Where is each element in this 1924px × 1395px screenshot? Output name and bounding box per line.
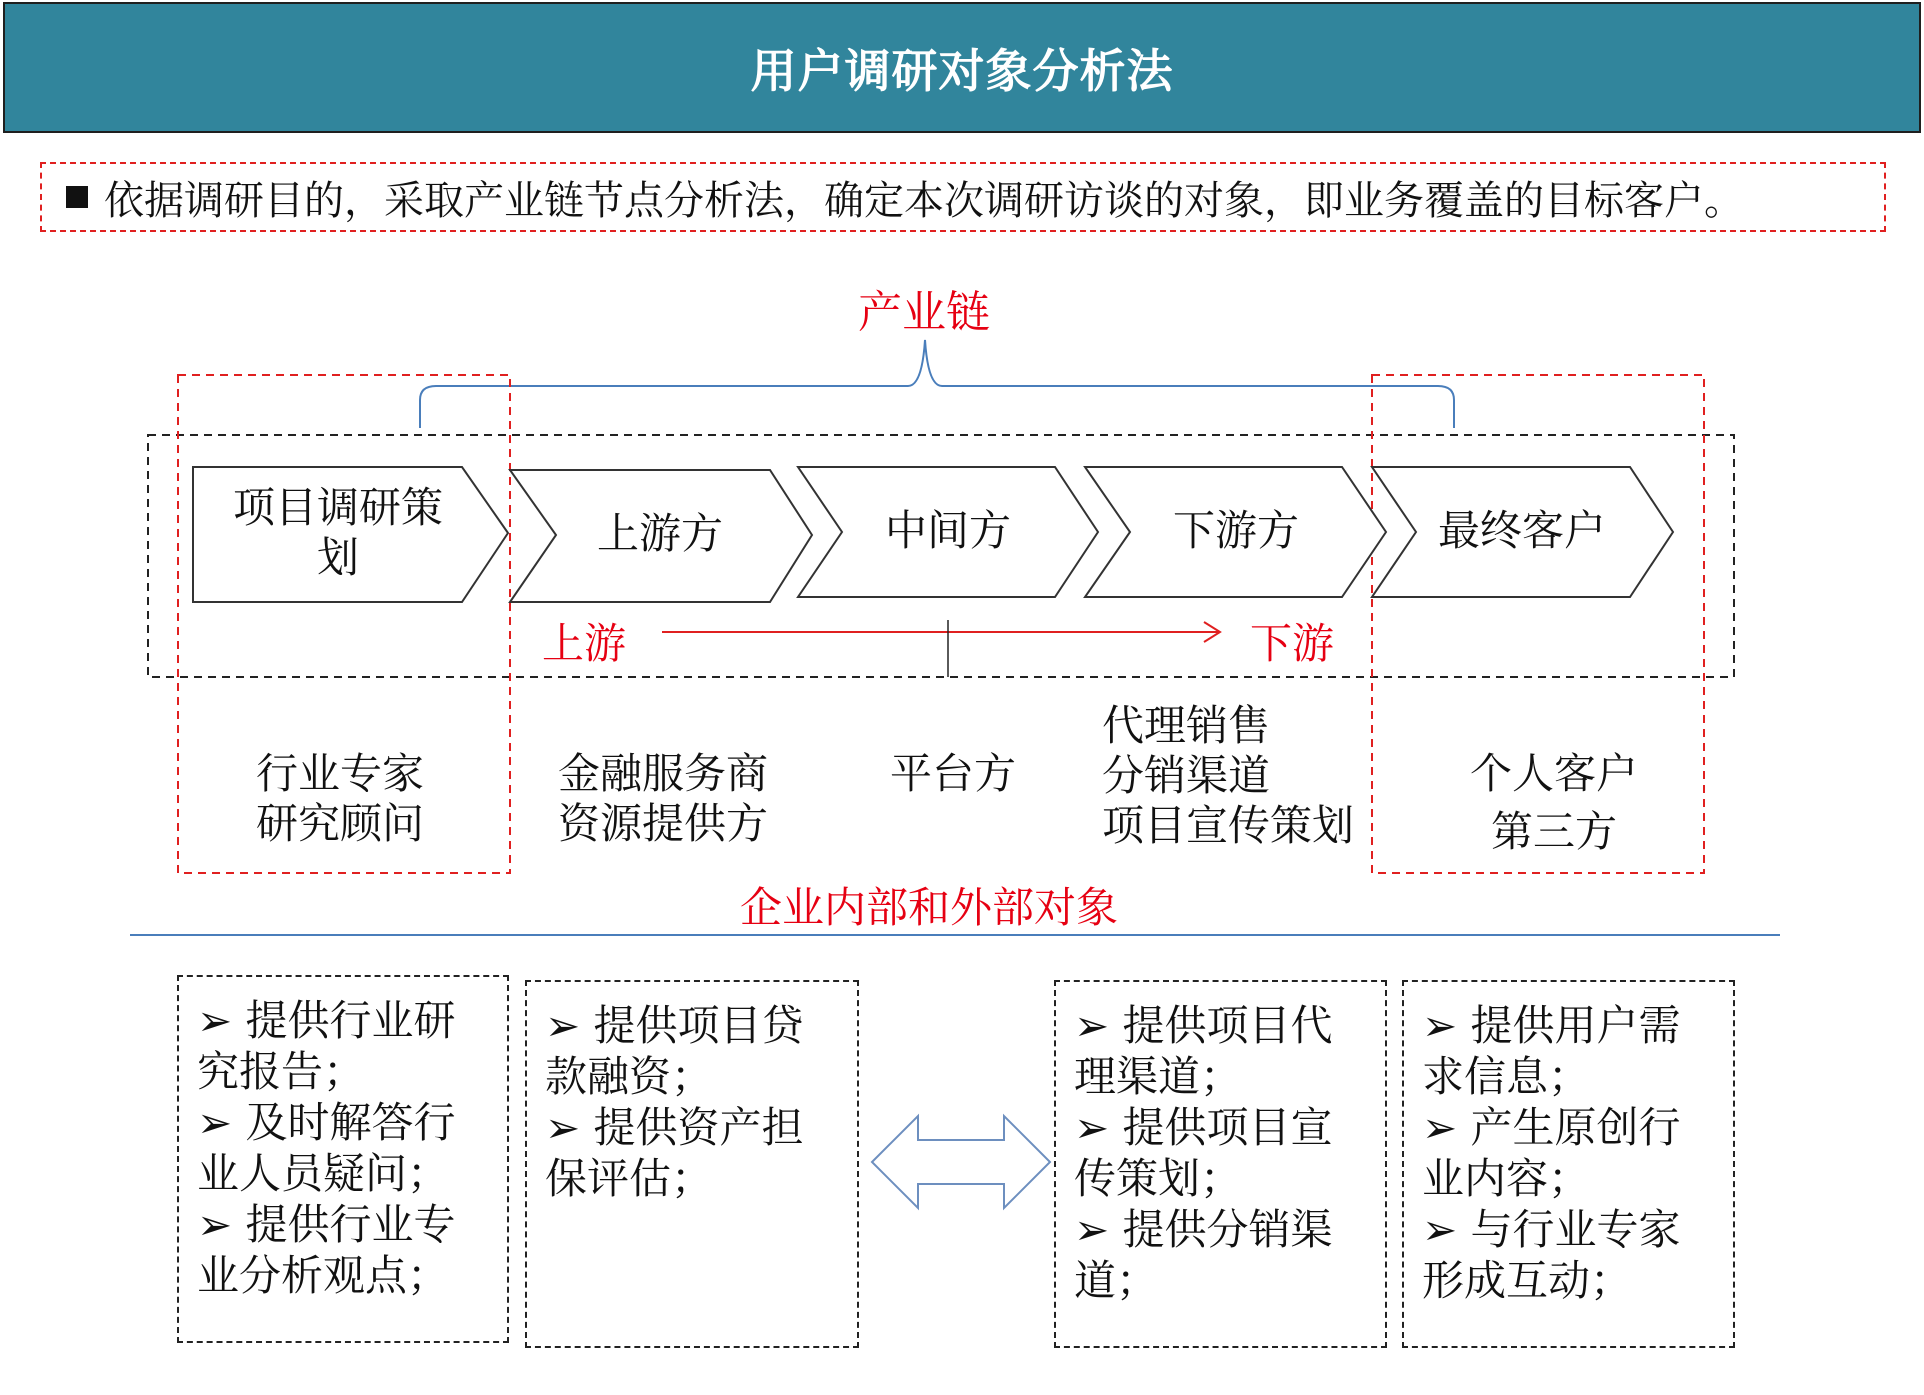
- downstream-label: 下游: [1250, 619, 1335, 668]
- upstream-label: 上游: [542, 619, 627, 668]
- stage-label-2: 上游方: [596, 509, 723, 558]
- list-item: ➢ 提供用户需求信息；: [1422, 1001, 1681, 1101]
- list-item: ➢ 产生原创行业内容；: [1422, 1103, 1681, 1203]
- group-customers: 个人客户 第三方: [1469, 749, 1638, 856]
- list-item: ➢ 及时解答行业人员疑问；: [197, 1098, 456, 1198]
- page-title: 用户调研对象分析法: [750, 43, 1174, 98]
- list-item: ➢ 提供资产担保评估；: [545, 1103, 804, 1203]
- chain-label: 产业链: [858, 287, 990, 338]
- internal-external-label: 企业内部和外部对象: [740, 883, 1119, 932]
- double-arrow-icon: [872, 1116, 1050, 1208]
- role-box-customers: [1402, 980, 1735, 1348]
- stage-label-4: 下游方: [1172, 506, 1299, 555]
- group-downstream: 代理销售 分销渠道 项目宣传策划: [1102, 701, 1355, 850]
- group-platform: 平台方: [890, 749, 1017, 798]
- list-item: ➢ 与行业专家形成互动；: [1422, 1205, 1681, 1305]
- list-item: ➢ 提供行业专业分析观点；: [197, 1200, 456, 1300]
- list-item: ➢ 提供分销渠道；: [1074, 1205, 1333, 1305]
- list-item: ➢ 提供项目贷款融资；: [545, 1001, 804, 1101]
- group-experts: 行业专家 研究顾问: [256, 749, 425, 848]
- group-finance: 金融服务商 资源提供方: [558, 749, 769, 848]
- intro-text: 依据调研目的，采取产业链节点分析法，确定本次调研访谈的对象，即业务覆盖的目标客户。: [104, 177, 1744, 224]
- stage-label-1: 项目调研策划: [232, 483, 443, 582]
- list-item: ➢ 提供项目宣传策划；: [1074, 1103, 1333, 1203]
- stage-label-3: 中间方: [884, 506, 1011, 555]
- role-box-experts: [177, 975, 509, 1343]
- list-item: ➢ 提供行业研究报告；: [197, 996, 456, 1096]
- list-item: ➢ 提供项目代理渠道；: [1074, 1001, 1333, 1101]
- role-box-channels: [1054, 980, 1387, 1348]
- stage-label-5: 最终客户: [1437, 506, 1606, 555]
- role-box-finance: [525, 980, 859, 1348]
- chain-brace: [420, 340, 1454, 428]
